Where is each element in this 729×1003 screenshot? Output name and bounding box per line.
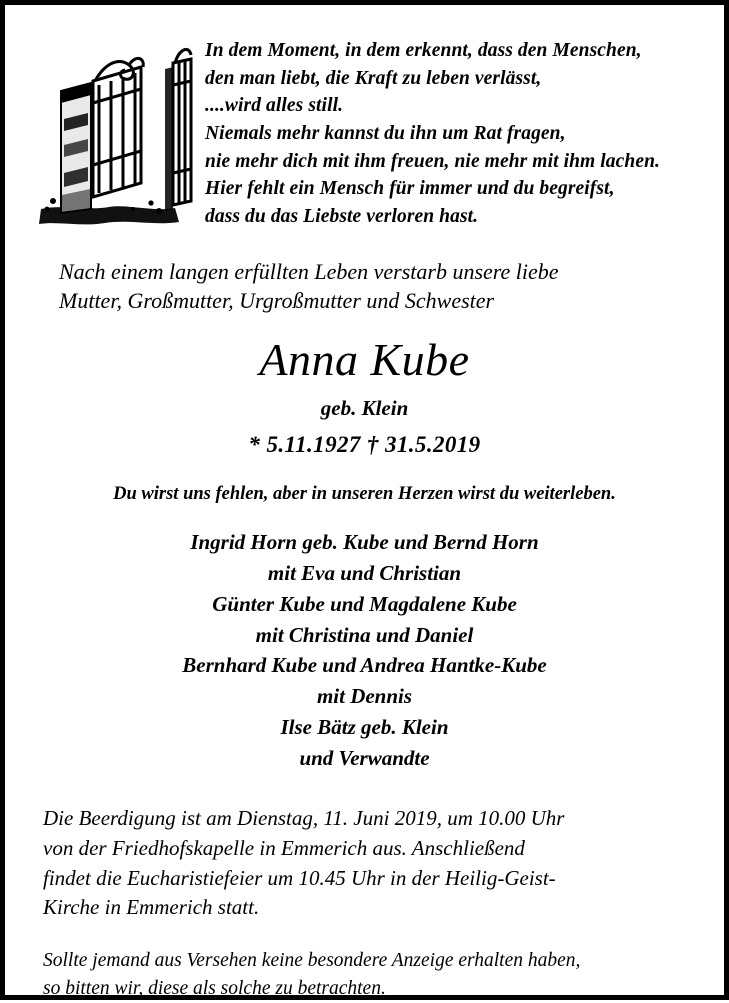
mourner-line: Günter Kube und Magdalene Kube [212, 591, 517, 616]
open-gate-icon [33, 33, 193, 228]
notice-line: so bitten wir, diese als solche zu betrachten. [43, 977, 386, 999]
poem-text [199, 27, 696, 231]
intro-line: Nach einem langen erfüllten Leben verstarb unsere liebe [59, 258, 559, 284]
funeral-details [33, 804, 696, 923]
mourner-line: mit Dennis [316, 684, 413, 709]
funeral-line: findet die Eucharistiefeier um 10.45 Uhr in der Heilig-Geist- [43, 865, 556, 890]
mourner-line: mit Christina und Daniel [255, 622, 474, 647]
mourner-line: Ingrid Horn geb. Kube und Bernd Horn [190, 530, 539, 555]
mourner-line: und Verwandte [299, 746, 430, 771]
poem-line: Niemals mehr kannst du ihn um Rat fragen, [205, 123, 566, 145]
mourner-line: Bernhard Kube und Andrea Hantke-Kube [182, 653, 547, 678]
header-block [33, 27, 696, 231]
funeral-line: Kirche in Emmerich statt. [43, 895, 260, 920]
deceased-dates: * 5.11.1927 † 31.5.2019 [248, 432, 481, 458]
poem-line: nie mehr dich mit ihm freuen, nie mehr mit ihm lachen. [205, 150, 661, 172]
mourner-line: Ilse Bätz geb. Klein [280, 715, 449, 740]
notice-line: Sollte jemand aus Versehen keine besondere Anzeige erhalten haben, [43, 950, 581, 972]
poem-line: In dem Moment, in dem erkennt, dass den Menschen, [205, 40, 642, 61]
funeral-line: von der Friedhofskapelle in Emmerich aus. Anschließend [43, 835, 525, 860]
poem-line: ....wird alles still. [205, 95, 344, 117]
funeral-line: Die Beerdigung ist am Dienstag, 11. Juni 2019, um 10.00 Uhr [43, 805, 565, 830]
poem-line: Hier fehlt ein Mensch für immer und du begreifst, [205, 178, 615, 200]
deceased-name: Anna Kube [259, 333, 470, 385]
invitation-notice [33, 947, 696, 1002]
farewell-text: Du wirst uns fehlen, aber in unseren Herzen wirst du weiterleben. [113, 484, 616, 505]
deceased-block [33, 333, 696, 458]
deceased-maiden-name: geb. Klein [320, 396, 409, 421]
mourners-list [33, 527, 696, 774]
intro-text [33, 257, 696, 316]
poem-line: den man liebt, die Kraft zu leben verlässt, [205, 67, 542, 89]
poem-line: dass du das Liebste verloren hast. [205, 206, 479, 228]
mourner-line: mit Eva und Christian [267, 560, 462, 585]
intro-line: Mutter, Großmutter, Urgroßmutter und Schwester [59, 288, 495, 314]
